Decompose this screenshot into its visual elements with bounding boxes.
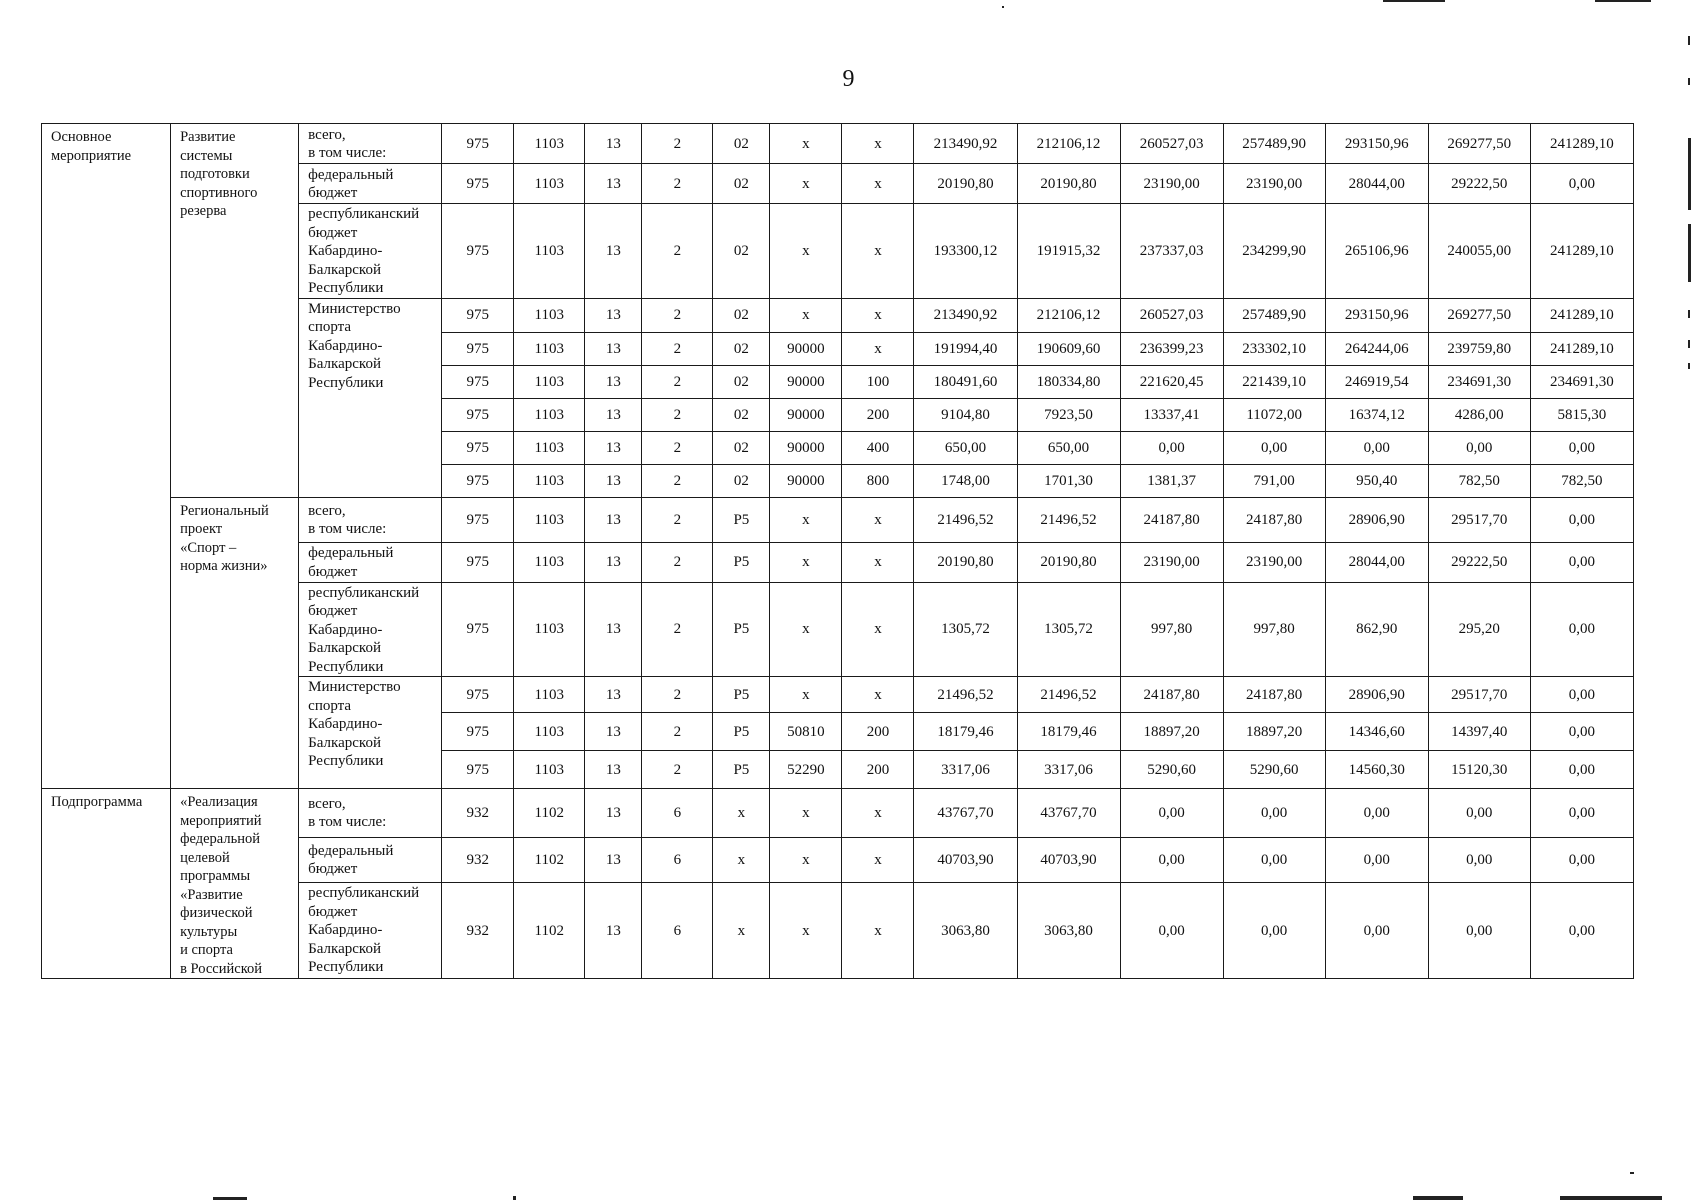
amount-cell: 13337,41	[1120, 398, 1223, 431]
code-cell: х	[842, 332, 914, 365]
code-cell: х	[842, 497, 914, 542]
code-cell: Р5	[713, 713, 770, 751]
amount-cell: 23190,00	[1120, 164, 1223, 204]
amount-cell: 21496,52	[1017, 497, 1120, 542]
amount-cell: 240055,00	[1428, 204, 1530, 299]
code-cell: 1103	[514, 713, 585, 751]
code-cell: х	[770, 542, 842, 582]
code-cell: 90000	[770, 464, 842, 497]
code-cell: 6	[642, 789, 713, 838]
code-cell: 975	[442, 398, 514, 431]
funding-source-cell: федеральный бюджет	[299, 164, 442, 204]
code-cell: 02	[713, 164, 770, 204]
code-cell: 02	[713, 398, 770, 431]
amount-cell: 221439,10	[1223, 365, 1325, 398]
code-cell: 90000	[770, 365, 842, 398]
code-cell: х	[770, 164, 842, 204]
code-cell: 1103	[514, 497, 585, 542]
code-cell: 1103	[514, 398, 585, 431]
scan-mark	[1688, 224, 1691, 282]
amount-cell: 14397,40	[1428, 713, 1530, 751]
amount-cell: 0,00	[1428, 837, 1530, 883]
amount-cell: 20190,80	[914, 164, 1017, 204]
code-cell: 1102	[514, 789, 585, 838]
funding-source-cell: Министерство спорта Кабардино- Балкарской Республики	[299, 677, 442, 789]
amount-cell: 5290,60	[1223, 751, 1325, 789]
code-cell: 6	[642, 837, 713, 883]
amount-cell: 0,00	[1530, 582, 1633, 677]
funding-source-cell: федеральный бюджет	[299, 542, 442, 582]
code-cell: 13	[585, 497, 642, 542]
amount-cell: 950,40	[1325, 464, 1428, 497]
amount-cell: 28044,00	[1325, 542, 1428, 582]
amount-cell: 0,00	[1530, 677, 1633, 713]
code-cell: 975	[442, 204, 514, 299]
code-cell: 975	[442, 431, 514, 464]
amount-cell: 782,50	[1530, 464, 1633, 497]
code-cell: 02	[713, 431, 770, 464]
code-cell: 13	[585, 713, 642, 751]
code-cell: 2	[642, 582, 713, 677]
amount-cell: 18179,46	[914, 713, 1017, 751]
code-cell: 932	[442, 789, 514, 838]
code-cell: х	[770, 582, 842, 677]
section-type-cell: Подпрограмма	[42, 789, 171, 979]
code-cell: х	[842, 542, 914, 582]
amount-cell: 0,00	[1530, 431, 1633, 464]
code-cell: 13	[585, 124, 642, 164]
code-cell: х	[842, 298, 914, 332]
amount-cell: 24187,80	[1120, 497, 1223, 542]
code-cell: 1102	[514, 837, 585, 883]
funding-source-cell: Министерство спорта Кабардино- Балкарской Республики	[299, 298, 442, 497]
code-cell: 13	[585, 164, 642, 204]
amount-cell: 0,00	[1428, 789, 1530, 838]
amount-cell: 0,00	[1120, 883, 1223, 979]
code-cell: 1103	[514, 204, 585, 299]
funding-source-cell: республиканский бюджет Кабардино- Балкарской Республики	[299, 883, 442, 979]
scan-mark	[1595, 0, 1651, 2]
amount-cell: 239759,80	[1428, 332, 1530, 365]
amount-cell: 293150,96	[1325, 298, 1428, 332]
code-cell: х	[770, 677, 842, 713]
amount-cell: 24187,80	[1223, 497, 1325, 542]
code-cell: 2	[642, 164, 713, 204]
amount-cell: 0,00	[1530, 883, 1633, 979]
code-cell: 13	[585, 837, 642, 883]
amount-cell: 241289,10	[1530, 124, 1633, 164]
code-cell: 6	[642, 883, 713, 979]
amount-cell: 28906,90	[1325, 497, 1428, 542]
amount-cell: 23190,00	[1223, 542, 1325, 582]
code-cell: х	[842, 582, 914, 677]
code-cell: х	[842, 677, 914, 713]
code-cell: 975	[442, 464, 514, 497]
amount-cell: 233302,10	[1223, 332, 1325, 365]
code-cell: 13	[585, 298, 642, 332]
amount-cell: 650,00	[1017, 431, 1120, 464]
amount-cell: 16374,12	[1325, 398, 1428, 431]
amount-cell: 213490,92	[914, 124, 1017, 164]
code-cell: 13	[585, 789, 642, 838]
scan-mark	[1688, 340, 1690, 348]
amount-cell: 257489,90	[1223, 298, 1325, 332]
amount-cell: 0,00	[1223, 883, 1325, 979]
amount-cell: 237337,03	[1120, 204, 1223, 299]
code-cell: 13	[585, 332, 642, 365]
code-cell: 2	[642, 713, 713, 751]
amount-cell: 0,00	[1530, 713, 1633, 751]
amount-cell: 0,00	[1223, 837, 1325, 883]
table-row	[42, 124, 1634, 164]
code-cell: х	[842, 204, 914, 299]
code-cell: х	[842, 164, 914, 204]
amount-cell: 0,00	[1223, 431, 1325, 464]
code-cell: 932	[442, 837, 514, 883]
code-cell: 2	[642, 464, 713, 497]
amount-cell: 1305,72	[1017, 582, 1120, 677]
scan-mark	[1560, 1196, 1662, 1200]
amount-cell: 234299,90	[1223, 204, 1325, 299]
amount-cell: 191994,40	[914, 332, 1017, 365]
code-cell: 13	[585, 542, 642, 582]
code-cell: 13	[585, 204, 642, 299]
amount-cell: 241289,10	[1530, 332, 1633, 365]
amount-cell: 295,20	[1428, 582, 1530, 677]
amount-cell: 43767,70	[914, 789, 1017, 838]
table-row	[42, 789, 1634, 838]
amount-cell: 18897,20	[1223, 713, 1325, 751]
amount-cell: 3317,06	[1017, 751, 1120, 789]
amount-cell: 21496,52	[914, 497, 1017, 542]
code-cell: х	[770, 204, 842, 299]
amount-cell: 212106,12	[1017, 124, 1120, 164]
amount-cell: 24187,80	[1223, 677, 1325, 713]
scan-mark	[1630, 1172, 1634, 1174]
amount-cell: 193300,12	[914, 204, 1017, 299]
scan-mark	[1688, 36, 1690, 45]
program-name-cell: «Реализация мероприятий федеральной целевой программы «Развитие физической культуры и спорта в Российской	[171, 789, 299, 979]
amount-cell: 0,00	[1120, 837, 1223, 883]
amount-cell: 5815,30	[1530, 398, 1633, 431]
code-cell: 1102	[514, 883, 585, 979]
table-body	[42, 124, 1634, 979]
scan-mark	[1413, 1196, 1463, 1200]
amount-cell: 28044,00	[1325, 164, 1428, 204]
amount-cell: 1701,30	[1017, 464, 1120, 497]
code-cell: 800	[842, 464, 914, 497]
code-cell: 975	[442, 298, 514, 332]
scan-mark	[1688, 310, 1690, 318]
code-cell: 932	[442, 883, 514, 979]
amount-cell: 791,00	[1223, 464, 1325, 497]
amount-cell: 0,00	[1120, 789, 1223, 838]
code-cell: 02	[713, 298, 770, 332]
scan-mark	[1688, 78, 1690, 85]
amount-cell: 0,00	[1530, 837, 1633, 883]
funding-source-cell: всего, в том числе:	[299, 124, 442, 164]
code-cell: 13	[585, 365, 642, 398]
code-cell: 02	[713, 332, 770, 365]
code-cell: 13	[585, 677, 642, 713]
amount-cell: 0,00	[1530, 164, 1633, 204]
amount-cell: 0,00	[1325, 431, 1428, 464]
code-cell: х	[842, 837, 914, 883]
code-cell: х	[770, 497, 842, 542]
amount-cell: 20190,80	[1017, 542, 1120, 582]
code-cell: 2	[642, 298, 713, 332]
code-cell: Р5	[713, 751, 770, 789]
funding-source-cell: всего, в том числе:	[299, 497, 442, 542]
code-cell: 90000	[770, 332, 842, 365]
amount-cell: 3063,80	[1017, 883, 1120, 979]
amount-cell: 0,00	[1530, 497, 1633, 542]
amount-cell: 260527,03	[1120, 298, 1223, 332]
code-cell: 2	[642, 431, 713, 464]
amount-cell: 0,00	[1428, 431, 1530, 464]
amount-cell: 997,80	[1223, 582, 1325, 677]
code-cell: 02	[713, 365, 770, 398]
amount-cell: 28906,90	[1325, 677, 1428, 713]
amount-cell: 0,00	[1325, 789, 1428, 838]
code-cell: 1103	[514, 124, 585, 164]
code-cell: 200	[842, 398, 914, 431]
amount-cell: 14346,60	[1325, 713, 1428, 751]
code-cell: 1103	[514, 751, 585, 789]
code-cell: 50810	[770, 713, 842, 751]
code-cell: 2	[642, 365, 713, 398]
code-cell: 90000	[770, 398, 842, 431]
code-cell: 1103	[514, 582, 585, 677]
amount-cell: 14560,30	[1325, 751, 1428, 789]
code-cell: 2	[642, 124, 713, 164]
code-cell: 975	[442, 677, 514, 713]
amount-cell: 0,00	[1325, 883, 1428, 979]
code-cell: х	[770, 883, 842, 979]
amount-cell: 650,00	[914, 431, 1017, 464]
amount-cell: 7923,50	[1017, 398, 1120, 431]
amount-cell: 21496,52	[914, 677, 1017, 713]
scan-mark	[1002, 6, 1004, 8]
code-cell: х	[842, 789, 914, 838]
amount-cell: 269277,50	[1428, 298, 1530, 332]
amount-cell: 997,80	[1120, 582, 1223, 677]
funding-source-cell: федеральный бюджет	[299, 837, 442, 883]
code-cell: 975	[442, 582, 514, 677]
code-cell: 2	[642, 542, 713, 582]
amount-cell: 3063,80	[914, 883, 1017, 979]
code-cell: 02	[713, 124, 770, 164]
code-cell: 1103	[514, 365, 585, 398]
code-cell: 1103	[514, 332, 585, 365]
amount-cell: 9104,80	[914, 398, 1017, 431]
amount-cell: 24187,80	[1120, 677, 1223, 713]
amount-cell: 0,00	[1120, 431, 1223, 464]
amount-cell: 29222,50	[1428, 542, 1530, 582]
amount-cell: 0,00	[1223, 789, 1325, 838]
amount-cell: 257489,90	[1223, 124, 1325, 164]
code-cell: 975	[442, 497, 514, 542]
section-type-cell: Основное мероприятие	[42, 124, 171, 789]
code-cell: х	[713, 837, 770, 883]
code-cell: 2	[642, 751, 713, 789]
code-cell: х	[770, 298, 842, 332]
amount-cell: 269277,50	[1428, 124, 1530, 164]
amount-cell: 241289,10	[1530, 298, 1633, 332]
code-cell: 13	[585, 751, 642, 789]
amount-cell: 180491,60	[914, 365, 1017, 398]
program-name-cell: Развитие системы подготовки спортивного резерва	[171, 124, 299, 498]
amount-cell: 20190,80	[914, 542, 1017, 582]
scan-mark	[1688, 138, 1691, 210]
code-cell: 1103	[514, 542, 585, 582]
code-cell: х	[842, 883, 914, 979]
code-cell: 975	[442, 332, 514, 365]
code-cell: 13	[585, 883, 642, 979]
amount-cell: 212106,12	[1017, 298, 1120, 332]
code-cell: 2	[642, 398, 713, 431]
funding-source-cell: всего, в том числе:	[299, 789, 442, 838]
code-cell: 13	[585, 464, 642, 497]
code-cell: 975	[442, 713, 514, 751]
code-cell: 02	[713, 464, 770, 497]
amount-cell: 0,00	[1530, 751, 1633, 789]
amount-cell: 191915,32	[1017, 204, 1120, 299]
code-cell: 1103	[514, 298, 585, 332]
amount-cell: 241289,10	[1530, 204, 1633, 299]
code-cell: 2	[642, 204, 713, 299]
amount-cell: 234691,30	[1530, 365, 1633, 398]
code-cell: Р5	[713, 497, 770, 542]
code-cell: 1103	[514, 431, 585, 464]
scan-mark	[1383, 0, 1445, 2]
code-cell: Р5	[713, 677, 770, 713]
funding-source-cell: республиканский бюджет Кабардино- Балкарской Республики	[299, 204, 442, 299]
amount-cell: 0,00	[1428, 883, 1530, 979]
amount-cell: 265106,96	[1325, 204, 1428, 299]
amount-cell: 5290,60	[1120, 751, 1223, 789]
code-cell: 975	[442, 124, 514, 164]
funding-source-cell: республиканский бюджет Кабардино- Балкарской Республики	[299, 582, 442, 677]
amount-cell: 236399,23	[1120, 332, 1223, 365]
code-cell: х	[713, 789, 770, 838]
code-cell: 52290	[770, 751, 842, 789]
code-cell: Р5	[713, 542, 770, 582]
amount-cell: 264244,06	[1325, 332, 1428, 365]
code-cell: 200	[842, 751, 914, 789]
amount-cell: 213490,92	[914, 298, 1017, 332]
code-cell: х	[713, 883, 770, 979]
amount-cell: 782,50	[1428, 464, 1530, 497]
amount-cell: 0,00	[1325, 837, 1428, 883]
amount-cell: 40703,90	[914, 837, 1017, 883]
code-cell: 975	[442, 164, 514, 204]
code-cell: 13	[585, 582, 642, 677]
code-cell: 975	[442, 751, 514, 789]
code-cell: 100	[842, 365, 914, 398]
amount-cell: 40703,90	[1017, 837, 1120, 883]
code-cell: х	[770, 124, 842, 164]
code-cell: 1103	[514, 164, 585, 204]
code-cell: 400	[842, 431, 914, 464]
code-cell: 13	[585, 398, 642, 431]
amount-cell: 1381,37	[1120, 464, 1223, 497]
amount-cell: 43767,70	[1017, 789, 1120, 838]
code-cell: 1103	[514, 464, 585, 497]
amount-cell: 260527,03	[1120, 124, 1223, 164]
amount-cell: 15120,30	[1428, 751, 1530, 789]
amount-cell: 1305,72	[914, 582, 1017, 677]
amount-cell: 29517,70	[1428, 677, 1530, 713]
code-cell: х	[770, 837, 842, 883]
amount-cell: 246919,54	[1325, 365, 1428, 398]
code-cell: 02	[713, 204, 770, 299]
amount-cell: 3317,06	[914, 751, 1017, 789]
code-cell: Р5	[713, 582, 770, 677]
amount-cell: 1748,00	[914, 464, 1017, 497]
scan-mark	[513, 1196, 516, 1200]
code-cell: 1103	[514, 677, 585, 713]
amount-cell: 20190,80	[1017, 164, 1120, 204]
code-cell: 13	[585, 431, 642, 464]
amount-cell: 29222,50	[1428, 164, 1530, 204]
code-cell: 90000	[770, 431, 842, 464]
page-number: 9	[842, 66, 855, 92]
code-cell: 2	[642, 332, 713, 365]
code-cell: х	[770, 789, 842, 838]
code-cell: х	[842, 124, 914, 164]
amount-cell: 221620,45	[1120, 365, 1223, 398]
code-cell: 2	[642, 677, 713, 713]
code-cell: 200	[842, 713, 914, 751]
amount-cell: 29517,70	[1428, 497, 1530, 542]
budget-table	[41, 123, 1634, 979]
amount-cell: 0,00	[1530, 789, 1633, 838]
amount-cell: 234691,30	[1428, 365, 1530, 398]
amount-cell: 21496,52	[1017, 677, 1120, 713]
scan-mark	[1688, 363, 1690, 369]
amount-cell: 11072,00	[1223, 398, 1325, 431]
code-cell: 975	[442, 365, 514, 398]
amount-cell: 180334,80	[1017, 365, 1120, 398]
amount-cell: 18897,20	[1120, 713, 1223, 751]
amount-cell: 0,00	[1530, 542, 1633, 582]
amount-cell: 293150,96	[1325, 124, 1428, 164]
amount-cell: 4286,00	[1428, 398, 1530, 431]
table-row	[42, 497, 1634, 542]
amount-cell: 18179,46	[1017, 713, 1120, 751]
code-cell: 2	[642, 497, 713, 542]
amount-cell: 23190,00	[1120, 542, 1223, 582]
code-cell: 975	[442, 542, 514, 582]
amount-cell: 862,90	[1325, 582, 1428, 677]
amount-cell: 23190,00	[1223, 164, 1325, 204]
program-name-cell: Региональный проект «Спорт – норма жизни»	[171, 497, 299, 789]
amount-cell: 190609,60	[1017, 332, 1120, 365]
